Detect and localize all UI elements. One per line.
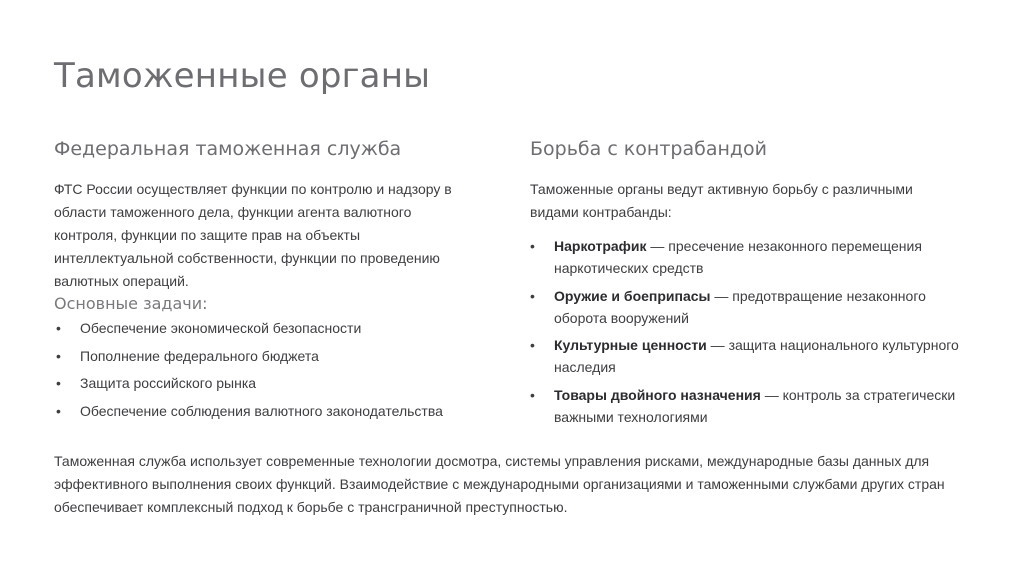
item-term: Наркотрафик (554, 238, 647, 254)
item-term: Культурные ценности (554, 337, 707, 353)
left-heading: Федеральная таможенная служба (54, 138, 402, 160)
item-desc: — защита национального культурного наследия (554, 337, 959, 375)
right-intro: Таможенные органы ведут активную борьбу с различными видами контрабанды: (530, 181, 913, 220)
bullet-icon: • (530, 337, 535, 353)
item-term: Товары двойного назначения (554, 386, 761, 403)
right-heading: Борьба с контрабандой (530, 138, 767, 160)
page-title: Таможенные органы (54, 56, 431, 96)
bullet-icon: • (530, 238, 535, 254)
list-item: • Обеспечение экономической безопасности (56, 320, 362, 336)
bullet-icon: • (56, 347, 61, 364)
item-term: Оружие и боеприпасы (554, 287, 711, 304)
list-item (530, 384, 970, 428)
bullet-icon: • (56, 320, 61, 336)
bullet-icon: • (56, 375, 61, 391)
list-item: • Защита российского рынка (56, 375, 257, 391)
item-desc: — предотвращение незаконного оборота вооружений (554, 287, 926, 326)
contraband-list (530, 235, 970, 433)
bullet-icon: • (530, 386, 535, 403)
list-item: • Пополнение федерального бюджета (56, 347, 319, 364)
item-desc: — контроль за стратегически важными технологиями (554, 386, 956, 425)
list-item (530, 334, 970, 378)
bullet-icon: • (530, 287, 535, 304)
tasks-list (56, 318, 496, 428)
tasks-subheading: Основные задачи: (54, 294, 208, 313)
footer-paragraph: Таможенная служба использует современные технологии досмотра, системы управления рисками, международные базы данных для эффективного выполнения своих функций. Взаимодействие с международными организациями и таможенными службами других стран обеспечивает комплексный подход к борьбе с трансграничной преступностью. (54, 453, 945, 515)
list-item: • Обеспечение соблюдения валютного законодательства (56, 402, 443, 419)
list-item (530, 235, 970, 279)
item-desc: — пресечение незаконного перемещения наркотических средств (554, 238, 922, 276)
left-paragraph: ФТС России осуществляет функции по контролю и надзору в области таможенного дела, функции агента валютного контроля, функции по защите прав на объекты интеллектуальной собственности, функции по проведению валютных операций. (54, 181, 452, 289)
list-item (530, 285, 970, 329)
bullet-icon: • (56, 402, 61, 419)
